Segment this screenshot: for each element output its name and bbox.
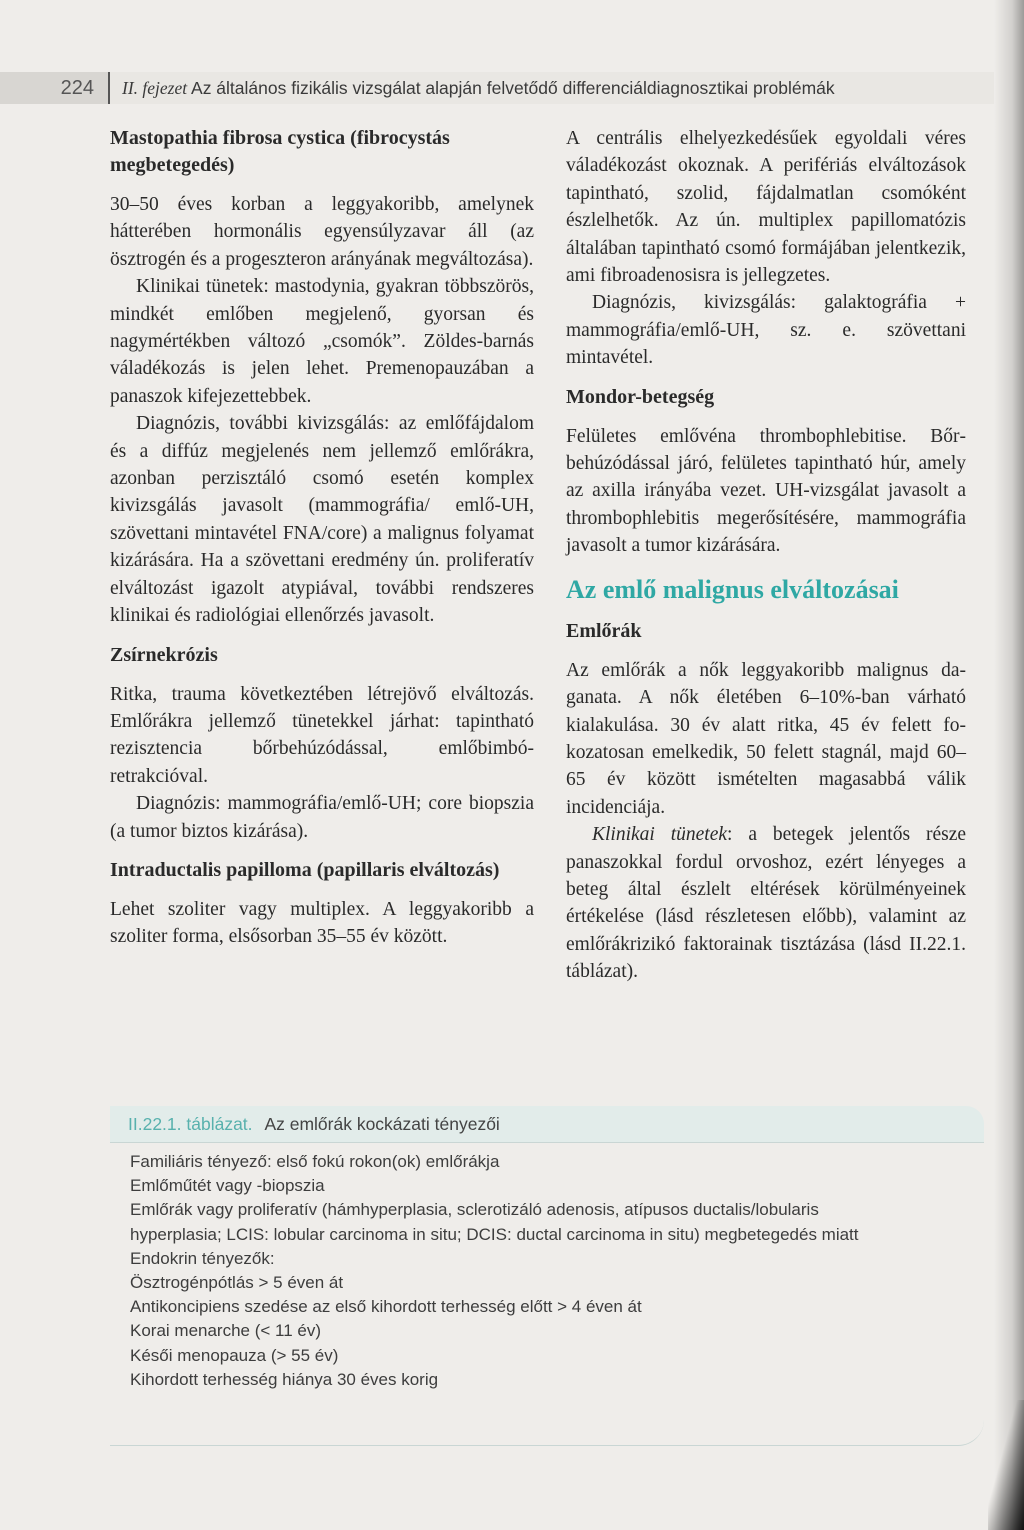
chapter-label: II. fejezet (122, 78, 188, 98)
table-row: Késői menopauza (> 55 év) (130, 1345, 339, 1365)
paragraph: 30–50 éves korban a leggyakoribb, amelynek hátterében hormonális egyensúlyzavar áll (az ösztrogén és a progeszteron arányának megváltozása). (110, 194, 534, 270)
page-edge-shadow (994, 0, 1024, 1530)
emphasis-label: Klinikai tünetek (592, 824, 728, 846)
table-number: II.22.1. táblázat. (128, 1114, 253, 1134)
table-rule (110, 1142, 984, 1143)
table-row: Ösztrogénpótlás > 5 éven át (130, 1273, 344, 1293)
paragraph-text: : a betegek jelentős része panaszokkal fordul orvoshoz, ezért lényeges a beteg által észlelt eltérések körülményeinek értékelése (lásd részletesen előbb), valamint az emlőrákrizikó faktorainak tisztázása (lásd II.22.1. táblázat). (566, 824, 966, 983)
section-title: Az emlő malignus elváltozásai (566, 574, 899, 604)
heading-papilloma: Intraductalis papilloma (papillaris elváltozás) (110, 858, 500, 881)
table-row: Endokrin tényezők: (130, 1248, 275, 1268)
table-row: Korai menarche (< 11 év) (130, 1321, 322, 1341)
paragraph: Lehet szoliter vagy multiplex. A leggyakoribb a szoliter forma, elsősorban 35–55 év között. (110, 898, 534, 948)
heading-mastopathia: Mastopathia fibrosa cystica (fibrocystás megbetegedés) (110, 127, 450, 176)
paragraph: Az emlőrák a nők leggyakoribb malignus daganata. A nők életében 6–10%-ban várható kialakulása. 30 év alatt ritka, 45 év felett fokozatosan emelkedik, 50 felett stagnál, majd 60–65 év között ismételten magasabbá válik incidenciája. (566, 659, 966, 818)
table-title: Az emlőrák kockázati tényezői (264, 1114, 500, 1134)
paragraph (566, 821, 966, 985)
table-row: hyperplasia; LCIS: lobular carcinoma in situ; DCIS: ductal carcinoma in situ) megbetegedés miatt (130, 1224, 859, 1244)
table-row: Familiáris tényező: első fokú rokon(ok) emlőrákja (130, 1152, 500, 1171)
table-body (130, 1150, 990, 1392)
page-number: 224 (0, 72, 110, 104)
paragraph: Diagnózis: mammográfia/emlő-UH; core biopszia (a tumor biztos kizárása). (110, 793, 534, 842)
running-head-text (122, 72, 835, 104)
chapter-title: Az általános fizikális vizsgálat alapján felvetődő differenciáldiagnosztikai problémák (191, 78, 835, 98)
table-row: Antikoncipiens szedése az első kihordott terhesség előtt > 4 éven át (130, 1297, 642, 1317)
left-column (110, 125, 534, 951)
paragraph: Diagnózis, további kivizsgálás: az emlőfájdalom és a diffúz megjelenés nem jellemző emlőrákra, azonban perzisztáló csomó esetén komplex kivizsgálás javasolt (mammográfia/ emlő-UH, szövettani mintavétel FNA/core) a malignus folyamat kizárására. Ha a szövettani eredmény ún. proliferatív elváltozást igazolt atypiával, további rendszeres klinikai és radiológiai ellenőrzés javasolt. (110, 413, 534, 627)
right-column (566, 125, 966, 986)
heading-zsirnekrozis: Zsírnekrózis (110, 643, 218, 666)
table-caption (110, 1106, 984, 1142)
paragraph: Felületes emlővéna thrombophlebitise. Bőrbehúzódással járó, felületes tapintható húr, amely az axilla irányába vezet. UH-vizsgálat javasolt a thrombophlebitis megerősítésére, mammográfia javasolt a tumor kizárására. (566, 425, 966, 557)
table-row: Emlőrák vagy proliferatív (hámhyperplasia, sclerotizáló adenosis, atípusos ductalis/lobularis (130, 1200, 819, 1220)
table-row: Emlőműtét vagy -biopszia (130, 1176, 325, 1196)
table-row: Kihordott terhesség hiánya 30 éves korig (130, 1369, 439, 1389)
paragraph: Klinikai tünetek: mastodynia, gyakran többszörös, mindkét emlőben megjelenő, gyorsan és nagymértékben változó „csomók”. Zöldes-barnás váladékozás is jelen lehet. Premenopauzában a panaszok kifejezettebbek. (110, 276, 534, 407)
paragraph: A centrális elhelyezkedésűek egyoldali véres váladékozást okoznak. A perifériás elváltozások tapintható, szolid, fájdalmatlan csomóként észlelhetők. Az ún. multiplex papillomatózis általában tapintható csomó formájában jelentkezik, ami fibroadenosisra is jellegzetes. (566, 128, 966, 287)
paragraph: Diagnózis, kivizsgálás: galaktográfia + mammográfia/emlő-UH, sz. e. szövettani mintavétel. (566, 292, 966, 369)
heading-mondor: Mondor-betegség (566, 385, 715, 408)
heading-emlorak: Emlőrák (566, 619, 642, 642)
table-bottom-border (110, 1405, 984, 1446)
paragraph: Ritka, trauma következtében létrejövő elváltozás. Emlőrákra jellemző tünetekkel járhat: tapintható rezisztencia bőrbehúzódással, emlőbimbó-retrakcióval. (110, 683, 534, 787)
page-corner-shadow (988, 1400, 1024, 1530)
